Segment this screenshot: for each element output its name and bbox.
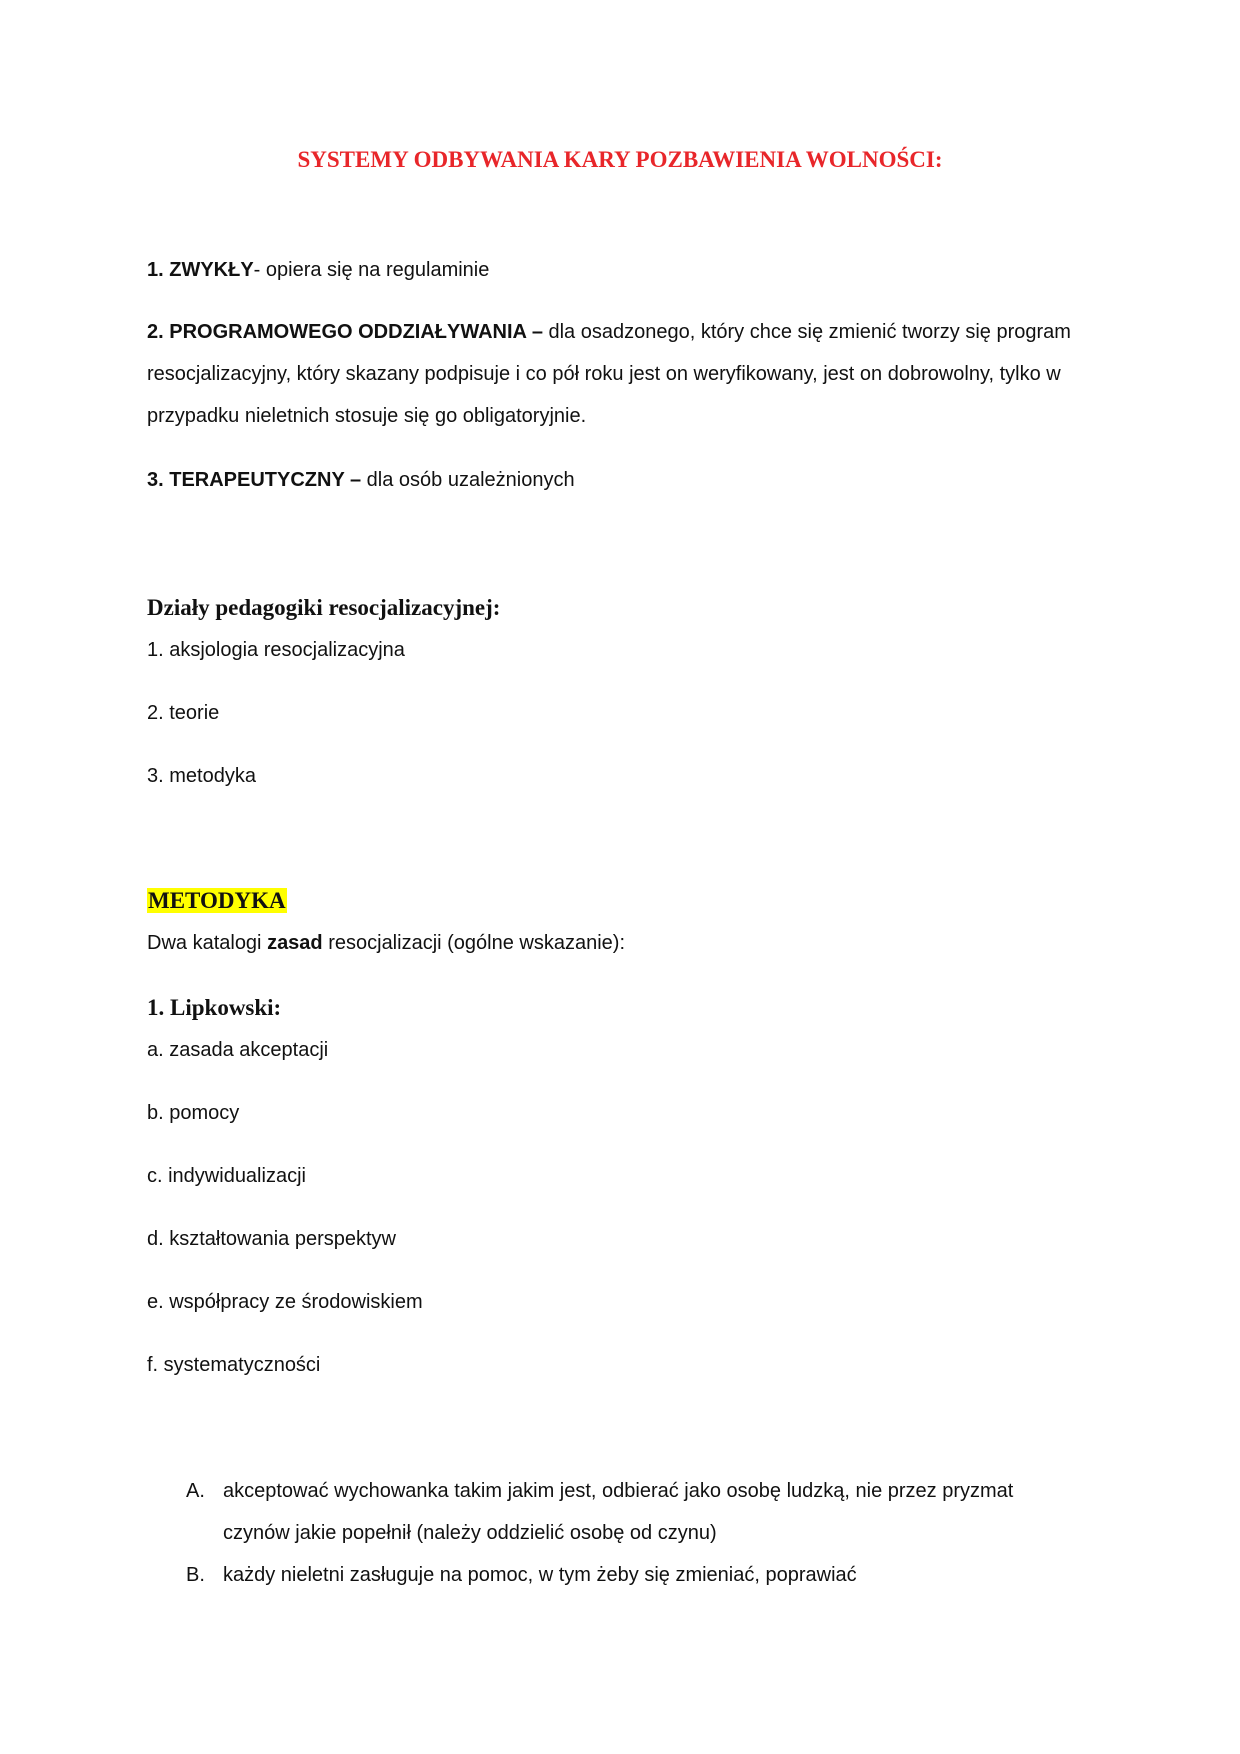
system-item-text: dla osób uzależnionych [361,469,575,491]
lipkowski-item: e. współpracy ze środowiskiem [147,1291,423,1313]
system-item-head: 3. TERAPEUTYCZNY – [147,469,362,491]
intro-text: resocjalizacji (ogólne wskazanie): [322,932,626,954]
system-item-head: 1. ZWYKŁY [147,259,254,281]
list-marker: B. [186,1564,205,1586]
dzialy-item: 3. metodyka [147,765,256,787]
dzialy-item: 2. teorie [147,702,220,724]
metodyka-intro [147,922,625,964]
system-item-zwykly [147,249,489,291]
lipkowski-item: a. zasada akceptacji [147,1039,329,1061]
list-marker: A. [186,1480,205,1502]
system-item-programowy [147,311,1107,437]
lipkowski-item: f. systematyczności [147,1354,321,1376]
system-item-text: - opiera się na regulaminie [253,259,490,281]
dzialy-item: 1. aksjologia resocjalizacyjna [147,639,405,661]
system-item-text: dla osadzonego, który chce się zmienić tworzy się program resocjalizacyjny, który skazany podpisuje i co pół roku jest on weryfikowany, jest on dobrowolny, tylko w przypadku nieletnich stosuje się go obligatoryjnie. [147,321,1071,427]
metodyka-heading [147,886,287,916]
lipkowski-item: d. kształtowania perspektyw [147,1228,397,1250]
explanation-text: każdy nieletni zasługuje na pomoc, w tym żeby się zmieniać, poprawiać [223,1564,857,1586]
lipkowski-heading: 1. Lipkowski: [147,995,282,1020]
page-title: SYSTEMY ODBYWANIA KARY POZBAWIENIA WOLNOŚCI: [297,147,943,172]
system-item-terapeutyczny [147,459,575,501]
lipkowski-item: c. indywidualizacji [147,1165,306,1187]
explanation-text: akceptować wychowanka takim jakim jest, odbierać jako osobę ludzką, nie przez pryzmat czynów jakie popełnił (należy oddzielić osobę od czynu) [223,1480,1014,1544]
highlighted-heading-text: METODYKA [148,888,286,913]
dzialy-heading: Działy pedagogiki resocjalizacyjnej: [147,595,501,620]
intro-bold-word: zasad [267,932,323,954]
system-item-head: 2. PROGRAMOWEGO ODDZIAŁYWANIA – [147,321,543,343]
lipkowski-item: b. pomocy [147,1102,240,1124]
intro-text: Dwa katalogi [147,932,268,954]
